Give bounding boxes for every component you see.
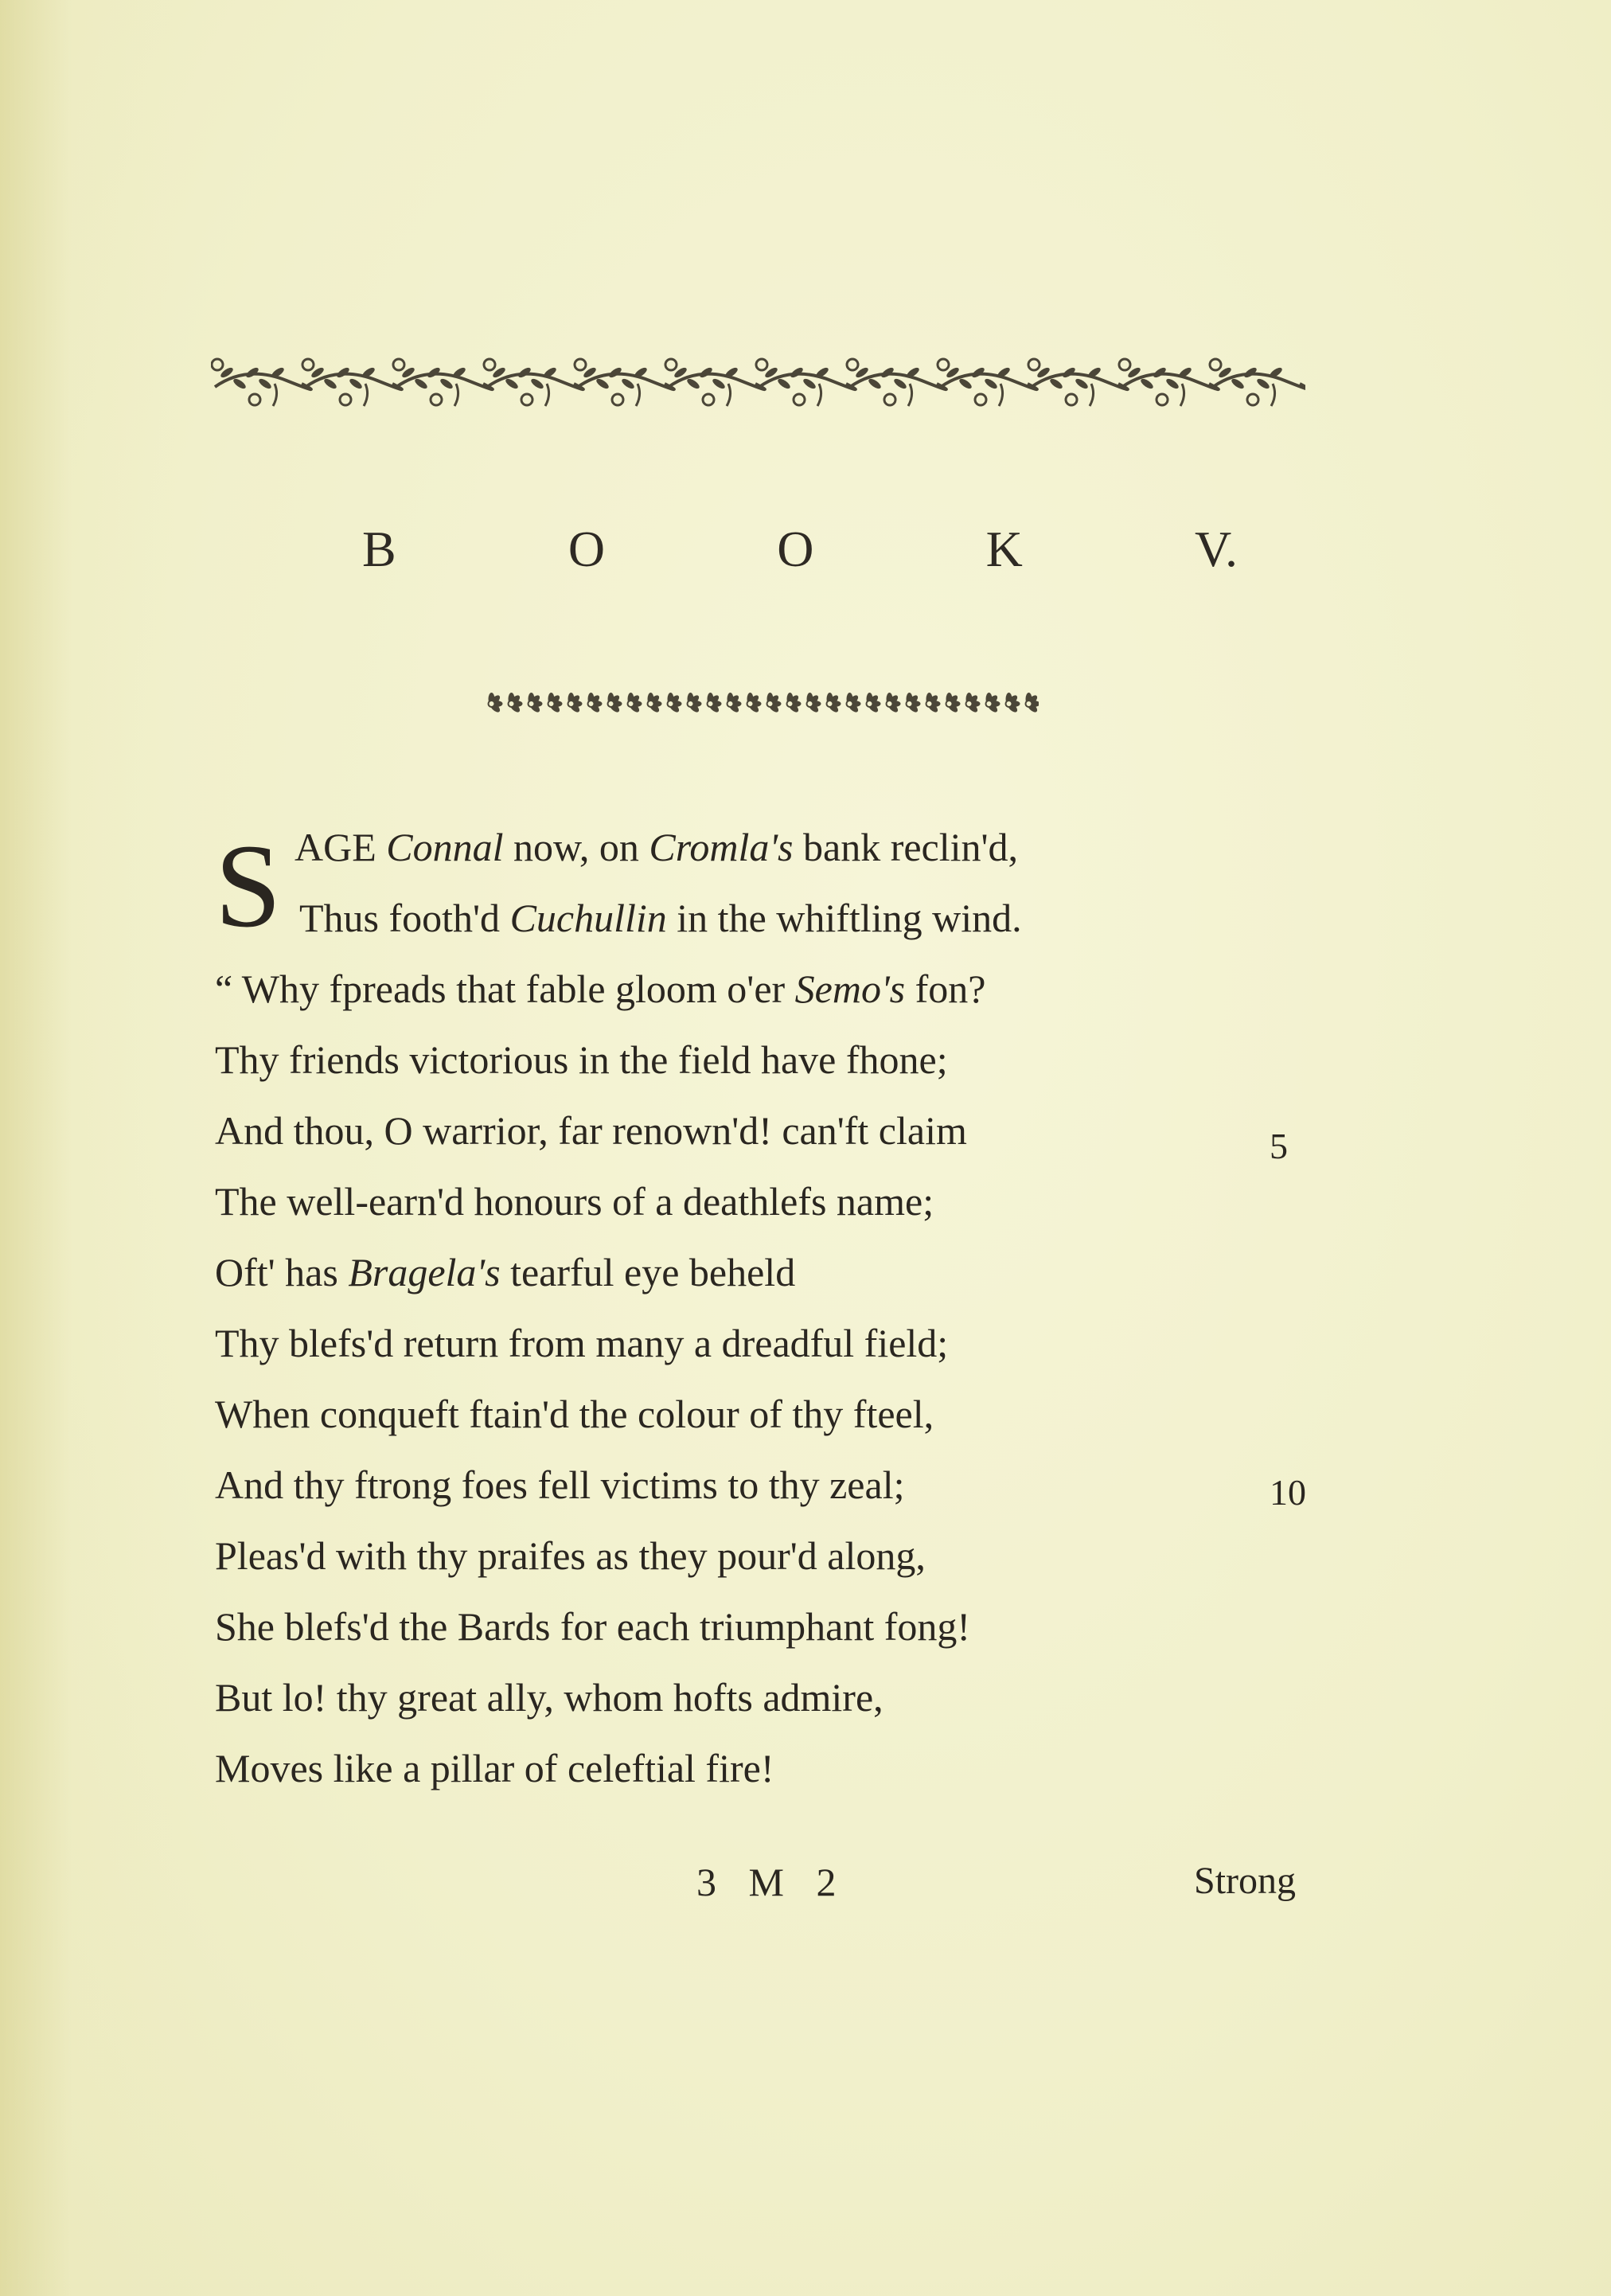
flower-motif: [846, 693, 860, 714]
heading-letter: O: [568, 521, 606, 577]
poem-line: Pleas'd with thy praifes as they pour'd along,: [215, 1533, 926, 1578]
flower-motif: [587, 693, 602, 714]
poem-line: Thus footh'd Cuchullin in the whiftling wind.: [299, 896, 1022, 940]
vine-leaf-motif: [847, 359, 946, 406]
poem-line: “ Why fpreads that fable gloom o'er Semo's fon?: [215, 966, 986, 1011]
poem-line: But lo! thy great ally, whom hofts admire,: [215, 1675, 884, 1720]
flower-motif: [508, 693, 522, 714]
flower-motif: [866, 693, 880, 714]
flower-motif: [548, 693, 562, 714]
vine-leaf-motif: [575, 359, 674, 406]
vine-leaf-motif: [393, 359, 493, 406]
flower-motif: [965, 693, 980, 714]
flower-motif: [985, 693, 1000, 714]
flower-motif: [528, 693, 542, 714]
flower-motif: [707, 693, 721, 714]
heading-letter: B: [362, 521, 396, 577]
heading-letter: K: [985, 521, 1023, 577]
flower-motif: [1005, 693, 1020, 714]
poem-line: Thy friends victorious in the field have fhone;: [215, 1037, 948, 1082]
flower-motif: [727, 693, 741, 714]
flower-motif: [1025, 693, 1039, 714]
flower-motif: [766, 693, 781, 714]
vine-leaf-motif: [1119, 359, 1219, 406]
poem-line: When conqueft ftain'd the colour of thy fteel,: [215, 1392, 934, 1436]
vine-ornament-top: [211, 349, 1305, 412]
vine-leaf-motif: [484, 359, 583, 406]
vine-leaf-motif: [212, 359, 311, 406]
poem-line: She blefs'd the Bards for each triumphant fong!: [215, 1604, 971, 1649]
flower-motif: [488, 693, 502, 714]
poem-line: And thou, O warrior, far renown'd! can'ft claim: [215, 1108, 967, 1153]
poem-line: The well-earn'd honours of a deathlefs name;: [215, 1179, 934, 1224]
poem-line: Oft' has Bragela's tearful eye beheld: [215, 1250, 796, 1294]
line-number: 10: [1270, 1472, 1306, 1513]
flower-motif: [747, 693, 761, 714]
vine-leaf-motif: [302, 359, 402, 406]
flower-motif: [806, 693, 821, 714]
flower-motif: [687, 693, 701, 714]
vine-leaf-motif: [1210, 359, 1305, 406]
flower-motif: [568, 693, 582, 714]
poem-line: And thy ftrong foes fell victims to thy zeal;: [215, 1462, 905, 1507]
flower-motif: [926, 693, 940, 714]
flower-motif: [647, 693, 661, 714]
heading-letter: O: [777, 521, 814, 577]
flower-motif: [946, 693, 960, 714]
flower-motif: [607, 693, 622, 714]
vine-leaf-motif: [756, 359, 856, 406]
signature-mark: 3 M 2: [696, 1860, 848, 1904]
drop-cap: S: [215, 820, 282, 952]
vine-leaf-motif: [938, 359, 1037, 406]
flower-motif: [667, 693, 681, 714]
flower-motif: [826, 693, 841, 714]
flower-ornament-divider: [482, 689, 1039, 718]
poem-line: Moves like a pillar of celeftial fire!: [215, 1746, 774, 1790]
vine-leaf-motif: [1028, 359, 1128, 406]
flower-motif: [886, 693, 900, 714]
poem-line: AGE Connal now, on Cromla's bank reclin'd,: [295, 825, 1019, 869]
flower-motif: [786, 693, 801, 714]
line-number: 5: [1270, 1126, 1288, 1166]
vine-leaf-motif: [665, 359, 765, 406]
book-heading: [362, 510, 1238, 589]
catchword: Strong: [1194, 1860, 1297, 1902]
heading-letter: V.: [1195, 521, 1238, 577]
poem-line: Thy blefs'd return from many a dreadful field;: [215, 1321, 949, 1365]
flower-motif: [906, 693, 920, 714]
flower-motif: [627, 693, 642, 714]
